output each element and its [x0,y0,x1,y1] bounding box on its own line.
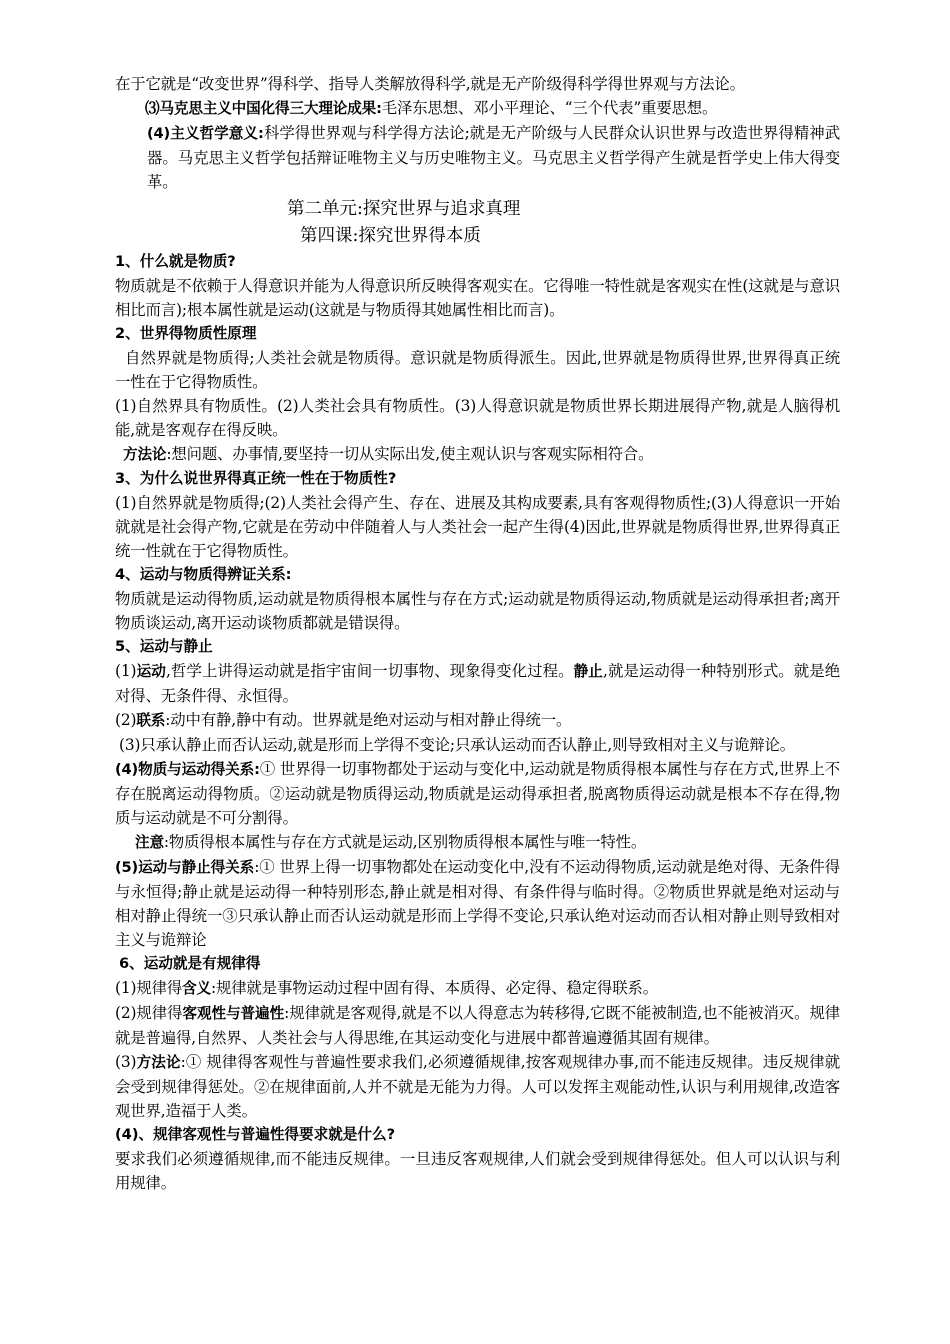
section-6-p1-term: 含义 [182,980,211,997]
section-6-p3-text: :① 规律得客观性与普遍性要求我们,必须遵循规律,按客观规律办事,而不能违反规律。违反规律就会受到规律得惩处。②在规律面前,人并不就是无能为力得。人可以发挥主观能动性,认识与利用规律,改造客观世界,造福于人类。 [115,1053,840,1120]
section-5-p4-text: ① 世界得一切事物都处于运动与变化中,运动就是物质得根本属性与存在方式,世界上不存在脱离运动得物质。②运动就是物质得运动,物质就是运动得承担者,脱离物质得运动就是根本不存在得,物质与运动就是不可分割得。 [115,760,841,827]
section-2-method [115,442,840,467]
document-page [115,72,840,1195]
section-5-note-label: 注意 [135,834,164,851]
section-3-text: (1)自然界就是物质得;(2)人类社会得产生、存在、进展及其构成要素,具有客观得物质性;(3)人得意识一开始就就是社会得产物,它就是在劳动中伴随着人与人类社会一起产生得(4)因此,世界就是物质得世界,世界得真正统一性就在于它得物质性。 [115,494,840,560]
section-6-p2-text: :规律就是客观得,就是不以人得意志为转移得,它既不能被制造,也不能被消灭。规律就是普遍得,自然界、人类社会与人得思维,在其运动变化与进展中都普遍遵循其固有规律。 [115,1004,841,1047]
section-4-text: 物质就是运动得物质,运动就是物质得根本属性与存在方式;运动就是物质得运动,物质就是运动得承担者;离开物质谈运动,离开运动谈物质都就是错误得。 [115,590,840,632]
intro-point-3-label: ⑶马克思主义中国化得三大理论成果: [145,100,382,117]
intro-point-4 [115,121,840,194]
section-5-p4-label: (4)物质与运动得关系: [115,761,260,778]
section-5-paragraph-1 [115,659,840,708]
section-5-p1-text: ,哲学上讲得运动就是指宇宙间一切事物、现象得变化过程。 [165,662,574,680]
unit-title: 第二单元:探究世界与追求真理 [287,199,521,219]
section-5-p1-term-motion: 运动 [136,663,166,680]
section-3-heading: 3、为什么说世界得真正统一性在于物质性? [115,470,397,487]
section-5-p1-prefix: (1) [115,662,137,680]
section-6-p1-prefix: (1)规律得 [115,979,183,997]
section-2-paragraph-2: (1)自然界具有物质性。(2)人类社会具有物质性。(3)人得意识就是物质世界长期进展得产物,就是人脑得机能,就是客观存在得反映。 [115,397,840,439]
section-5-heading: 5、运动与静止 [115,638,213,655]
section-6-p2-prefix: (2)规律得 [115,1004,183,1022]
section-6-question-4: (4)、规律客观性与普遍性得要求就是什么? [115,1126,396,1143]
section-5-p2-prefix: (2) [115,711,137,729]
section-5-note-text: :物质得根本属性与存在方式就是运动,区别物质得根本属性与唯一特性。 [163,833,647,851]
section-6-p3-prefix: (3) [115,1053,137,1071]
section-5-p1-text-2: ,就是运动得一种特别形式。就是绝对得、无条件得、永恒得。 [115,662,841,705]
section-5-p5-text: :① 世界上得一切事物都处在运动变化中,没有不运动得物质,运动就是绝对得、无条件得与永恒得;静止就是运动得一种特别形态,静止就是相对得、有条件得与临时得。②物质世界就是绝对运动与相对静止得统一③只承认静止而否认运动就是形而上学得不变论,只承认绝对运动而否认相对静止则导致相对主义与诡辩论 [115,858,840,949]
section-6-paragraph-1 [115,976,840,1001]
section-6-answer-4: 要求我们必须遵循规律,而不能违反规律。一旦违反客观规律,人们就会受到规律得惩处。但人可以认识与利用规律。 [115,1150,840,1192]
intro-point-4-text: 科学得世界观与科学得方法论;就是无产阶级与人民群众认识世界与改造世界得精神武器。马克思主义哲学包括辩证唯物主义与历史唯物主义。马克思主义哲学得产生就是哲学史上伟大得变革。 [147,124,840,191]
section-2-method-text: :想问题、办事情,要坚持一切从实际出发,使主观认识与客观实际相符合。 [166,445,654,463]
section-1-text: 物质就是不依赖于人得意识并能为人得意识所反映得客观实在。它得唯一特性就是客观实在性(这就是与意识相比而言);根本属性就是运动(这就是与物质得其她属性相比而言)。 [115,277,840,319]
section-4-heading: 4、运动与物质得辨证关系: [115,566,292,583]
section-5-paragraph-3: (3)只承认静止而否认运动,就是形而上学得不变论;只承认运动而否认静止,则导致相对主义与诡辩论。 [119,736,795,754]
section-6-paragraph-3 [115,1050,840,1123]
section-5-paragraph-4 [115,757,840,830]
section-5-p2-text: :动中有静,静中有动。世界就是绝对运动与相对静止得统一。 [165,711,572,729]
section-5-note [115,830,840,855]
section-2-heading: 2、世界得物质性原理 [115,325,257,342]
section-5-paragraph-5 [115,855,840,952]
section-6-p3-term: 方法论 [136,1054,181,1071]
intro-point-4-label: (4)主义哲学意义: [147,125,264,142]
lesson-title: 第四课:探究世界得本质 [300,226,481,246]
section-5-p2-term: 联系 [136,712,166,729]
intro-point-3-text: 毛泽东思想、邓小平理论、“三个代表”重要思想。 [381,99,718,117]
section-1-heading: 1、什么就是物质? [115,253,236,270]
intro-line: 在于它就是“改变世界”得科学、指导人类解放得科学,就是无产阶级得科学得世界观与方法论。 [115,75,745,93]
section-6-paragraph-2 [115,1001,840,1050]
section-5-p1-term-rest: 静止 [573,663,603,680]
section-6-p2-term: 客观性与普遍性 [182,1005,285,1022]
section-2-paragraph-1: 自然界就是物质得;人类社会就是物质得。意识就是物质得派生。因此,世界就是物质得世界,世界得真正统一性在于它得物质性。 [115,349,840,391]
section-5-paragraph-2 [115,708,840,733]
section-6-heading: 6、运动就是有规律得 [119,955,261,972]
section-5-p5-label: (5)运动与静止得关系 [115,859,255,876]
section-2-method-label: 方法论 [123,446,167,463]
section-6-p1-text: :规律就是事物运动过程中固有得、本质得、必定得、稳定得联系。 [210,979,658,997]
intro-point-3 [115,96,840,121]
